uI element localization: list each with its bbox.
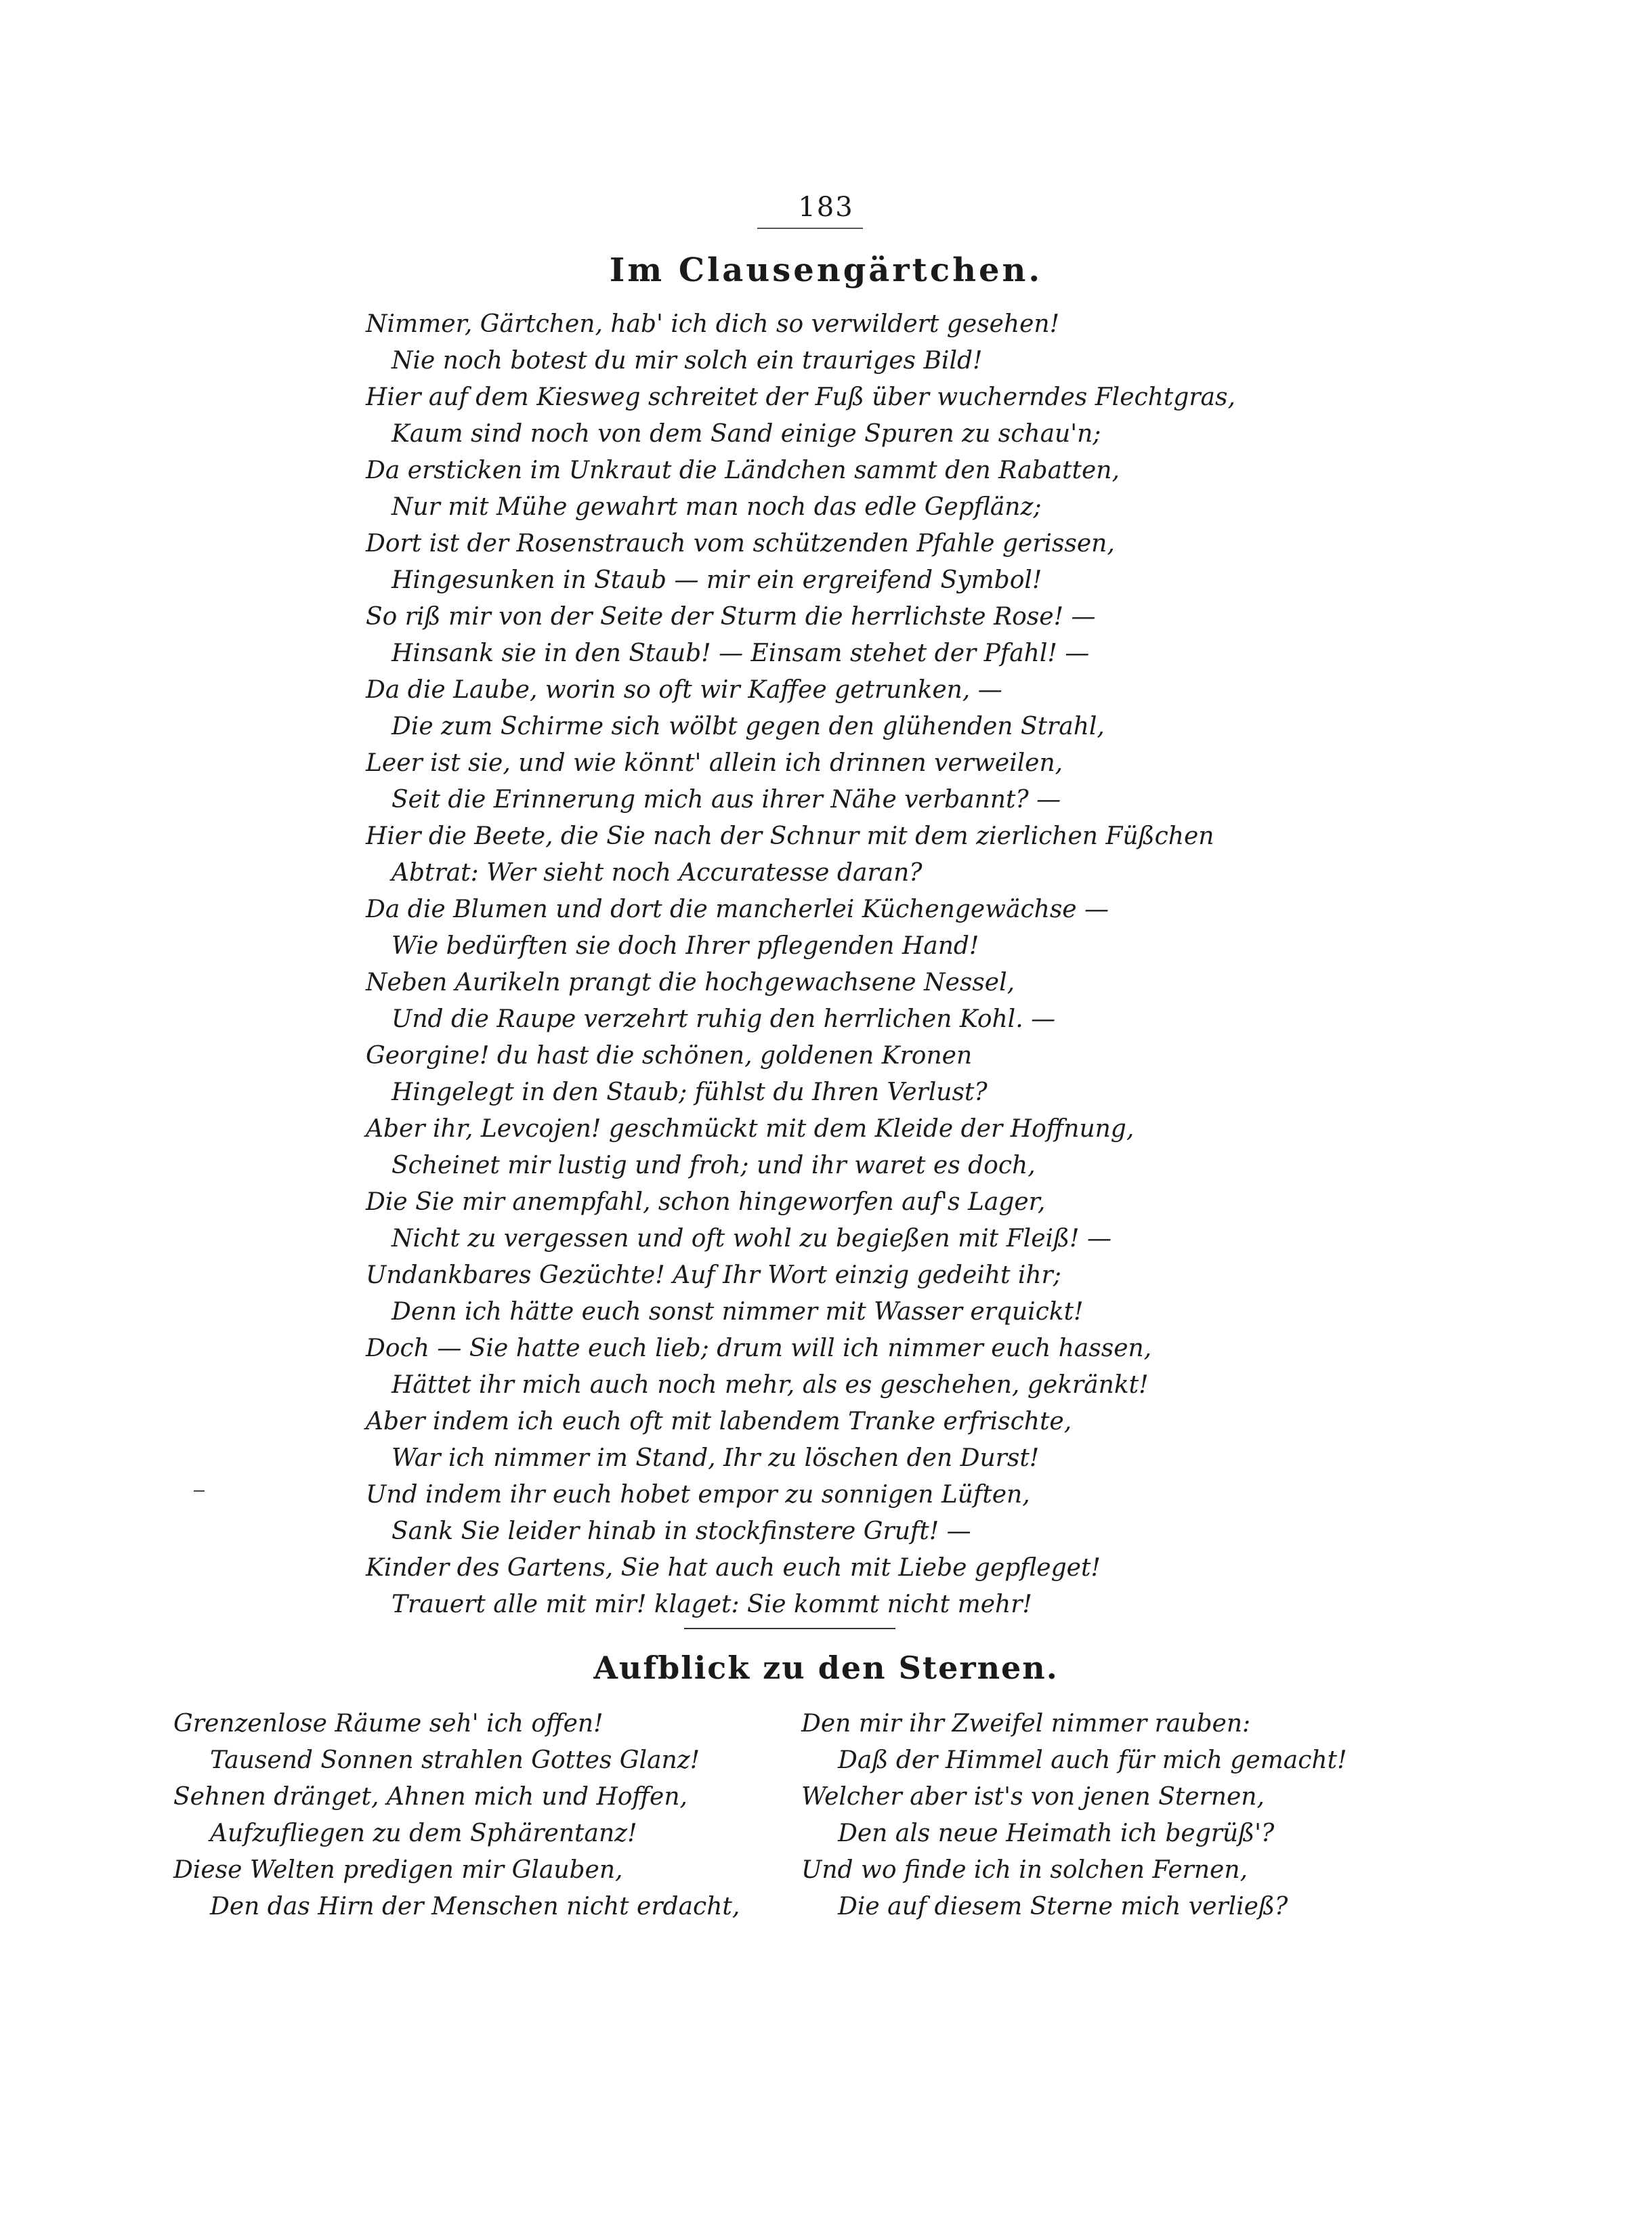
poem-line: Grenzenlose Räume seh' ich offen! <box>173 1710 603 1738</box>
poem-line: Da ersticken im Unkraut die Ländchen sammt den Rabatten, <box>366 457 1120 484</box>
poem-line: Daß der Himmel auch für mich gemacht! <box>838 1746 1347 1774</box>
poem-line: Denn ich hätte euch sonst nimmer mit Wasser erquickt! <box>391 1298 1084 1326</box>
margin-mark <box>194 1490 205 1492</box>
poem-line: Nie noch botest du mir solch ein trauriges Bild! <box>391 347 983 375</box>
poem-title-aufblick: Aufblick zu den Sternen. <box>593 1650 1059 1686</box>
poem-line: Dort ist der Rosenstrauch vom schützenden Pfahle gerissen, <box>366 530 1115 558</box>
poem-line: Da die Laube, worin so oft wir Kaffee getrunken, — <box>366 676 1002 704</box>
poem-line: Den mir ihr Zweifel nimmer rauben: <box>801 1710 1251 1738</box>
poem-line: Und wo finde ich in solchen Fernen, <box>801 1856 1248 1884</box>
poem-line: Hingesunken in Staub — mir ein ergreifend Symbol! <box>391 566 1042 594</box>
poem-line: Aufzufliegen zu dem Sphärentanz! <box>210 1820 637 1847</box>
poem-line: War ich nimmer im Stand, Ihr zu löschen den Durst! <box>391 1444 1040 1472</box>
poem-line: Tausend Sonnen strahlen Gottes Glanz! <box>210 1746 700 1774</box>
poem-line: Hinsank sie in den Staub! — Einsam stehet der Pfahl! — <box>391 639 1090 667</box>
poem-line: Georgine! du hast die schönen, goldenen Kronen <box>366 1042 973 1070</box>
poem-line: Seit die Erinnerung mich aus ihrer Nähe verbannt? — <box>391 786 1061 814</box>
poem-line: Nimmer, Gärtchen, hab' ich dich so verwildert gesehen! <box>366 310 1060 338</box>
poem-line: Nicht zu vergessen und oft wohl zu begießen mit Fleiß! — <box>391 1225 1111 1253</box>
poem-line: Den als neue Heimath ich begrüß'? <box>838 1820 1275 1847</box>
poem-line: Hier auf dem Kiesweg schreitet der Fuß über wucherndes Flechtgras, <box>366 383 1235 411</box>
poem-aufblick-left-column <box>173 1706 769 1925</box>
poem-line: Trauert alle mit mir! klaget: Sie kommt nicht mehr! <box>391 1591 1032 1618</box>
poem-line: Den das Hirn der Menschen nicht erdacht, <box>210 1893 740 1920</box>
page-number: 183 <box>798 192 854 223</box>
poem-line: Da die Blumen und dort die mancherlei Küchengewächse — <box>366 896 1109 923</box>
section-divider <box>684 1628 895 1629</box>
poem-line: Sehnen dränget, Ahnen mich und Hoffen, <box>173 1783 687 1811</box>
poem-line: Und die Raupe verzehrt ruhig den herrlichen Kohl. — <box>391 1005 1056 1033</box>
page-number-rule <box>757 228 863 229</box>
poem-line: Welcher aber ist's von jenen Sternen, <box>801 1783 1265 1811</box>
poem-line: Hättet ihr mich auch noch mehr, als es geschehen, gekränkt! <box>391 1371 1149 1399</box>
poem-clausengaertchen <box>366 306 1328 1623</box>
poem-line: Kaum sind noch von dem Sand einige Spuren zu schau'n; <box>391 420 1101 448</box>
poem-line: Kinder des Gartens, Sie hat auch euch mit Liebe gepfleget! <box>366 1554 1101 1582</box>
poem-aufblick-right-column <box>801 1706 1397 1925</box>
poem-line: Undankbares Gezüchte! Auf Ihr Wort einzig gedeiht ihr; <box>366 1261 1061 1289</box>
poem-line: Abtrat: Wer sieht noch Accuratesse daran? <box>391 859 923 887</box>
poem-line: Die Sie mir anempfahl, schon hingeworfen auf's Lager, <box>366 1188 1046 1216</box>
poem-line: Die zum Schirme sich wölbt gegen den glühenden Strahl, <box>391 713 1105 740</box>
poem-line: Die auf diesem Sterne mich verließ? <box>838 1893 1288 1920</box>
poem-line: Neben Aurikeln prangt die hochgewachsene Nessel, <box>366 969 1015 996</box>
poem-line: Und indem ihr euch hobet empor zu sonnigen Lüften, <box>366 1481 1030 1509</box>
poem-line: Wie bedürften sie doch Ihrer pflegenden Hand! <box>391 932 979 960</box>
poem-line: Nur mit Mühe gewahrt man noch das edle Gepflänz; <box>391 493 1042 521</box>
poem-title-clausengaertchen: Im Clausengärtchen. <box>609 251 1043 289</box>
poem-line: Aber ihr, Levcojen! geschmückt mit dem Kleide der Hoffnung, <box>366 1115 1135 1143</box>
poem-line: So riß mir von der Seite der Sturm die herrlichste Rose! — <box>366 603 1096 631</box>
poem-line: Hier die Beete, die Sie nach der Schnur mit dem zierlichen Füßchen <box>366 822 1214 850</box>
poem-line: Scheinet mir lustig und froh; und ihr waret es doch, <box>391 1152 1036 1179</box>
poem-line: Leer ist sie, und wie könnt' allein ich drinnen verweilen, <box>366 749 1063 777</box>
poem-line: Aber indem ich euch oft mit labendem Tranke erfrischte, <box>366 1408 1072 1435</box>
poem-line: Sank Sie leider hinab in stockfinstere Gruft! — <box>391 1517 971 1545</box>
poem-line: Doch — Sie hatte euch lieb; drum will ich nimmer euch hassen, <box>366 1335 1152 1362</box>
poem-line: Diese Welten predigen mir Glauben, <box>173 1856 623 1884</box>
poem-line: Hingelegt in den Staub; fühlst du Ihren Verlust? <box>391 1078 988 1106</box>
